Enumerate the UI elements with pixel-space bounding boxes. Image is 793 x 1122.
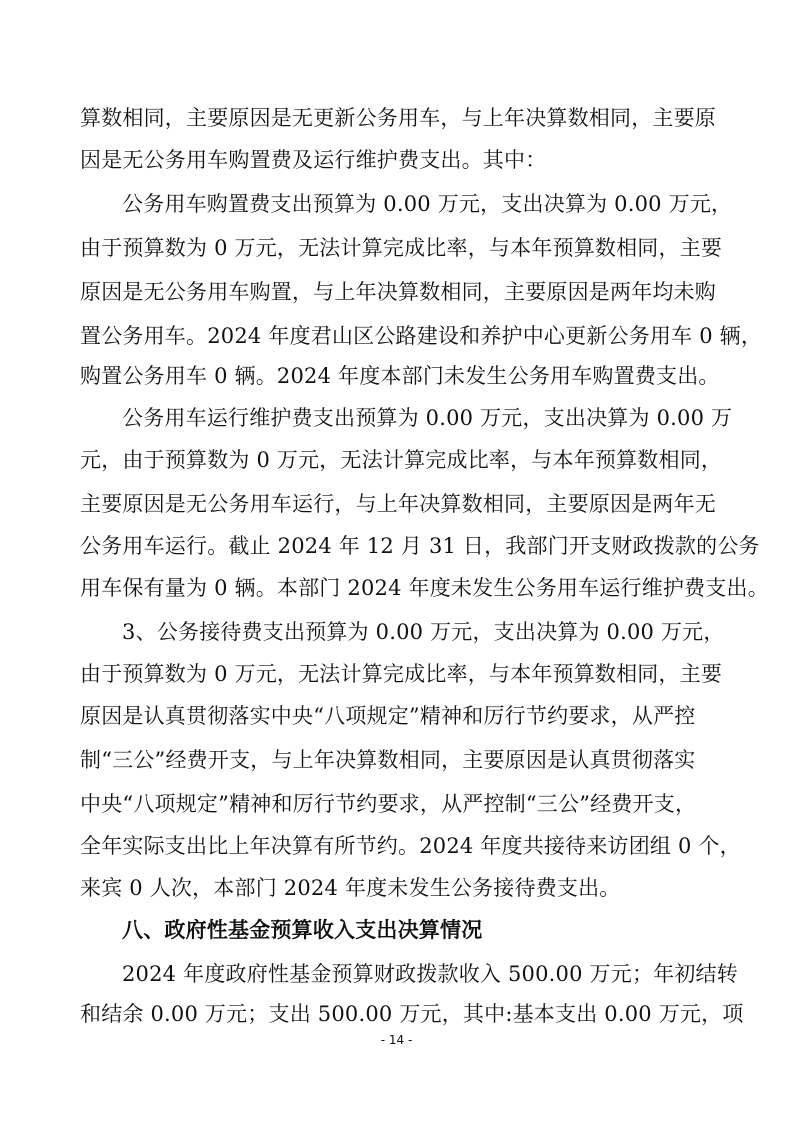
paragraph-line: 用车保有量为 0 辆。本部门 2024 年度未发生公务用车运行维护费支出。 [80, 576, 769, 600]
paragraph-line: 原因是无公务用车购置，与上年决算数相同，主要原因是两年均未购 [80, 280, 716, 304]
paragraph-line: 制“三公”经费开支，与上年决算数相同，主要原因是认真贯彻落实 [80, 748, 696, 772]
paragraph-line: 2024 年度政府性基金预算财政拨款收入 500.00 万元；年初结转 [122, 962, 738, 986]
paragraph-line: 和结余 0.00 万元；支出 500.00 万元，其中:基本支出 0.00 万元，项 [80, 1002, 744, 1026]
paragraph-line: 因是无公务用车购置费及运行维护费支出。其中： [80, 148, 547, 172]
paragraph-line: 全年实际支出比上年决算有所节约。2024 年度共接待来访团组 0 个， [80, 834, 741, 858]
paragraph-line: 公务用车运行。截止 2024 年 12 月 31 日，我部门开支财政拨款的公务 [80, 534, 760, 558]
paragraph-line: 算数相同，主要原因是无更新公务用车，与上年决算数相同，主要原 [80, 106, 716, 130]
paragraph-line: 购置公务用车 0 辆。2024 年度本部门未发生公务用车购置费支出。 [80, 364, 720, 388]
paragraph-line: 原因是认真贯彻落实中央“八项规定”精神和厉行节约要求，从严控 [80, 704, 696, 728]
paragraph-line: 公务用车运行维护费支出预算为 0.00 万元，支出决算为 0.00 万 [122, 406, 733, 430]
paragraph-line: 中央“八项规定”精神和厉行节约要求，从严控制“三公”经费开支， [80, 792, 697, 816]
page-number: - 14 - [380, 1033, 413, 1047]
paragraph-line: 来宾 0 人次，本部门 2024 年度未发生公务接待费支出。 [80, 876, 621, 900]
section-heading: 八、政府性基金预算收入支出决算情况 [122, 918, 483, 942]
paragraph-line: 由于预算数为 0 万元，无法计算完成比率，与本年预算数相同，主要 [80, 662, 723, 686]
paragraph-line: 3、公务接待费支出预算为 0.00 万元，支出决算为 0.00 万元， [122, 620, 725, 644]
paragraph-line: 置公务用车。2024 年度君山区公路建设和养护中心更新公务用车 0 辆， [80, 324, 763, 348]
paragraph-line: 主要原因是无公务用车运行，与上年决算数相同，主要原因是两年无 [80, 492, 716, 516]
paragraph-line: 公务用车购置费支出预算为 0.00 万元，支出决算为 0.00 万元， [122, 192, 733, 216]
paragraph-line: 元，由于预算数为 0 万元，无法计算完成比率，与本年预算数相同， [80, 448, 723, 472]
paragraph-line: 由于预算数为 0 万元，无法计算完成比率，与本年预算数相同，主要 [80, 236, 723, 260]
